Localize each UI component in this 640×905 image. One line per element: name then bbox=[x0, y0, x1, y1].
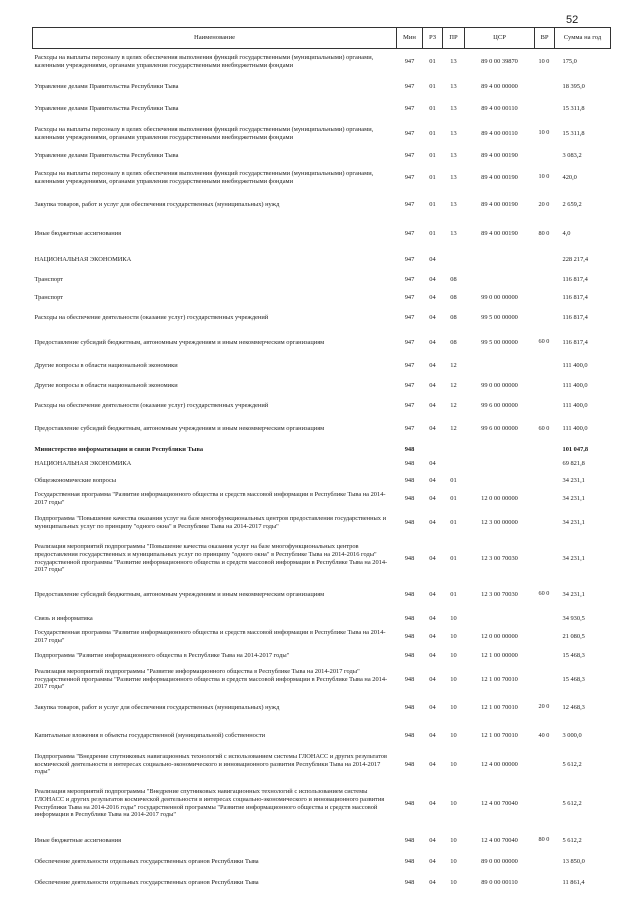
table-row bbox=[33, 752, 611, 778]
cell-sum: 18 395,0 bbox=[562, 83, 585, 91]
cell-sum: 34 231,1 bbox=[562, 518, 585, 526]
cell-vr bbox=[535, 508, 555, 538]
cell-rz: 01 bbox=[429, 83, 436, 91]
cell-csr: 89 0 00 39870 bbox=[481, 58, 518, 66]
cell-vr: 40 0 bbox=[538, 731, 550, 739]
cell-vr bbox=[535, 610, 555, 628]
cell-pr: 13 bbox=[450, 151, 457, 159]
cell-rz: 01 bbox=[429, 173, 436, 181]
budget-table bbox=[32, 27, 611, 894]
cell-vr bbox=[535, 752, 555, 778]
cell-min: 948 bbox=[404, 476, 415, 484]
cell-csr bbox=[465, 357, 535, 376]
cell-vr bbox=[535, 852, 555, 872]
cell-pr bbox=[443, 443, 465, 457]
table-row bbox=[33, 120, 611, 148]
cell-csr: 99 5 00 00000 bbox=[481, 338, 518, 346]
cell-csr: 99 5 00 00000 bbox=[481, 314, 518, 322]
table-row bbox=[33, 376, 611, 396]
header-name: Наименование bbox=[33, 28, 397, 49]
cell-pr: 10 bbox=[450, 799, 457, 807]
cell-rz: 04 bbox=[429, 256, 436, 264]
cell-vr bbox=[535, 308, 555, 329]
cell-pr: 12 bbox=[450, 362, 457, 370]
cell-min: 948 bbox=[404, 703, 415, 711]
cell-sum: 111 400,0 bbox=[562, 362, 588, 370]
cell-min: 947 bbox=[404, 294, 415, 302]
header-min: Мин bbox=[397, 28, 423, 49]
cell-name: Реализация мероприятий подпрограммы "Развитие информационного общества в Республике Тыва на 2014-2017 годы" государственной программы "Развитие информационного общества и средств массовой информации в Республике Тыва на 2014-2017 годы" bbox=[34, 667, 388, 691]
cell-name: Связь и информатика bbox=[34, 614, 93, 622]
cell-min: 948 bbox=[404, 857, 415, 865]
cell-vr bbox=[535, 289, 555, 308]
table-row bbox=[33, 852, 611, 872]
cell-vr bbox=[535, 99, 555, 120]
cell-vr: 80 0 bbox=[538, 836, 550, 844]
cell-vr bbox=[535, 250, 555, 271]
cell-pr: 12 bbox=[450, 381, 457, 389]
cell-vr bbox=[535, 76, 555, 99]
table-row bbox=[33, 443, 611, 457]
cell-sum: 116 817,4 bbox=[562, 338, 588, 346]
cell-rz: 04 bbox=[429, 836, 436, 844]
cell-sum: 15 468,3 bbox=[562, 651, 585, 659]
cell-min: 948 bbox=[404, 614, 415, 622]
cell-csr bbox=[465, 610, 535, 628]
table-row bbox=[33, 457, 611, 472]
cell-name: Транспорт bbox=[34, 275, 63, 283]
cell-pr: 01 bbox=[450, 554, 457, 562]
cell-sum: 34 231,1 bbox=[562, 494, 585, 502]
cell-name: Министерство информатизации и связи Республики Тыва bbox=[34, 445, 204, 453]
cell-sum: 11 861,4 bbox=[562, 878, 585, 886]
cell-pr: 12 bbox=[450, 425, 457, 433]
table-row bbox=[33, 695, 611, 721]
cell-name: Закупка товаров, работ и услуг для обеспечения государственных (муниципальных) нужд bbox=[34, 703, 280, 711]
table-row bbox=[33, 472, 611, 490]
cell-csr: 89 4 00 00190 bbox=[481, 151, 518, 159]
cell-rz: 04 bbox=[429, 381, 436, 389]
cell-name: Подпрограмма "Повышение качества оказания услуг на базе многофункциональных центров предоставления государственных и муниципальных услуг по принципу "одного окна" в Республике Тыва на 2014-2017 годы" bbox=[34, 514, 387, 530]
page-number: 52 bbox=[566, 14, 579, 26]
cell-pr bbox=[443, 250, 465, 271]
table-row bbox=[33, 308, 611, 329]
cell-name: Транспорт bbox=[34, 294, 63, 302]
cell-pr: 10 bbox=[450, 614, 457, 622]
cell-csr: 12 3 00 00000 bbox=[481, 518, 518, 526]
cell-csr bbox=[465, 271, 535, 289]
cell-min: 948 bbox=[404, 590, 415, 598]
cell-pr: 01 bbox=[450, 518, 457, 526]
table-row bbox=[33, 219, 611, 250]
cell-sum: 116 817,4 bbox=[562, 314, 588, 322]
cell-sum: 34 231,1 bbox=[562, 554, 585, 562]
cell-rz: 04 bbox=[429, 362, 436, 370]
cell-name: Расходы на выплаты персоналу в целях обеспечения выполнения функций государственными (муниципальными) органами, казенными учреждениями, органами управления государственными внебюджетными фондами bbox=[34, 125, 374, 141]
cell-csr bbox=[465, 250, 535, 271]
cell-pr: 08 bbox=[450, 275, 457, 283]
cell-rz: 04 bbox=[429, 554, 436, 562]
cell-sum: 175,0 bbox=[562, 58, 577, 66]
cell-vr bbox=[535, 271, 555, 289]
cell-vr bbox=[535, 628, 555, 647]
cell-sum: 21 080,5 bbox=[562, 633, 585, 641]
cell-pr: 10 bbox=[450, 675, 457, 683]
cell-csr: 89 0 00 00110 bbox=[481, 878, 518, 886]
cell-pr: 13 bbox=[450, 105, 457, 113]
cell-csr: 89 0 00 00000 bbox=[481, 857, 518, 865]
cell-pr: 10 bbox=[450, 760, 457, 768]
cell-vr: 10 0 bbox=[538, 57, 550, 65]
table-row bbox=[33, 357, 611, 376]
table-row bbox=[33, 76, 611, 99]
cell-name: Расходы на обеспечение деятельности (оказание услуг) государственных учреждений bbox=[34, 401, 269, 409]
table-row bbox=[33, 148, 611, 164]
cell-vr bbox=[535, 665, 555, 695]
cell-rz: 04 bbox=[429, 401, 436, 409]
cell-sum: 12 468,3 bbox=[562, 703, 585, 711]
table-row bbox=[33, 628, 611, 647]
cell-min: 947 bbox=[404, 83, 415, 91]
cell-rz: 04 bbox=[429, 476, 436, 484]
cell-csr: 99 6 00 00000 bbox=[481, 425, 518, 433]
cell-sum: 34 930,5 bbox=[562, 614, 585, 622]
cell-min: 948 bbox=[404, 760, 415, 768]
cell-csr: 99 0 00 00000 bbox=[481, 381, 518, 389]
cell-vr: 60 0 bbox=[538, 338, 550, 346]
table-row bbox=[33, 508, 611, 538]
header-csr: ЦСР bbox=[465, 28, 535, 49]
cell-rz: 01 bbox=[429, 58, 436, 66]
cell-sum: 5 612,2 bbox=[562, 760, 582, 768]
cell-csr: 12 0 00 00000 bbox=[481, 633, 518, 641]
cell-min: 947 bbox=[404, 381, 415, 389]
cell-name: Иные бюджетные ассигнования bbox=[34, 836, 122, 844]
table-row bbox=[33, 647, 611, 665]
cell-name: Другие вопросы в области национальной экономики bbox=[34, 381, 178, 389]
cell-name: Расходы на выплаты персоналу в целях обеспечения выполнения функций государственными (муниципальными) органами, казенными учреждениями, органами управления государственными внебюджетными фондами bbox=[34, 169, 374, 185]
cell-rz: 04 bbox=[429, 425, 436, 433]
cell-vr bbox=[535, 538, 555, 580]
cell-min: 947 bbox=[404, 151, 415, 159]
cell-pr: 10 bbox=[450, 836, 457, 844]
cell-pr: 08 bbox=[450, 338, 457, 346]
cell-rz: 04 bbox=[429, 732, 436, 740]
cell-name: Закупка товаров, работ и услуг для обеспечения государственных (муниципальных) нужд bbox=[34, 201, 280, 209]
cell-min: 947 bbox=[404, 338, 415, 346]
cell-min: 948 bbox=[404, 732, 415, 740]
cell-min: 947 bbox=[404, 256, 415, 264]
cell-sum: 2 659,2 bbox=[562, 201, 582, 209]
cell-sum: 34 231,1 bbox=[562, 590, 585, 598]
table-row bbox=[33, 490, 611, 508]
cell-name: Предоставление субсидий бюджетным, автономным учреждениям и иным некоммерческим организациям bbox=[34, 590, 325, 598]
cell-name: Обеспечение деятельности отдельных государственных органов Республики Тыва bbox=[34, 878, 259, 886]
cell-name: Расходы на обеспечение деятельности (оказание услуг) государственных учреждений bbox=[34, 314, 269, 322]
cell-sum: 69 821,8 bbox=[562, 460, 585, 468]
cell-rz: 04 bbox=[429, 675, 436, 683]
cell-min: 947 bbox=[404, 230, 415, 238]
cell-min: 948 bbox=[404, 494, 415, 502]
cell-pr: 13 bbox=[450, 129, 457, 137]
cell-rz: 04 bbox=[429, 494, 436, 502]
cell-min: 947 bbox=[404, 105, 415, 113]
cell-sum: 5 612,2 bbox=[562, 799, 582, 807]
cell-sum: 101 047,8 bbox=[562, 445, 589, 453]
cell-vr: 60 0 bbox=[538, 424, 550, 432]
cell-min: 948 bbox=[404, 633, 415, 641]
cell-min: 947 bbox=[404, 362, 415, 370]
cell-min: 947 bbox=[404, 314, 415, 322]
table-row bbox=[33, 329, 611, 357]
cell-name: Подпрограмма "Развитие информационного общества в Республике Тыва на 2014-2017 годы" bbox=[34, 651, 290, 659]
cell-rz: 04 bbox=[429, 857, 436, 865]
cell-rz: 04 bbox=[429, 275, 436, 283]
cell-vr bbox=[535, 376, 555, 396]
table-row bbox=[33, 538, 611, 580]
table-row bbox=[33, 872, 611, 894]
table-row bbox=[33, 99, 611, 120]
cell-csr: 89 4 00 00190 bbox=[481, 173, 518, 181]
header-rz: РЗ bbox=[423, 28, 443, 49]
cell-min: 947 bbox=[404, 58, 415, 66]
cell-sum: 3 000,0 bbox=[562, 732, 582, 740]
cell-csr: 89 4 00 00000 bbox=[481, 83, 518, 91]
cell-vr bbox=[535, 443, 555, 457]
table-row bbox=[33, 665, 611, 695]
cell-vr bbox=[535, 396, 555, 416]
cell-vr: 20 0 bbox=[538, 703, 550, 711]
cell-vr bbox=[535, 457, 555, 472]
cell-name: Подпрограмма "Внедрение спутниковых навигационных технологий с использованием системы ГЛОНАСС и других результатов космической деятельности в интересах социально-экономического и инновационного развития Республики Тыва на 2014-2017 годы" bbox=[34, 752, 388, 776]
cell-min: 948 bbox=[404, 460, 415, 468]
cell-min: 947 bbox=[404, 201, 415, 209]
table-row bbox=[33, 49, 611, 76]
table-row bbox=[33, 580, 611, 610]
cell-rz: 04 bbox=[429, 703, 436, 711]
cell-pr: 01 bbox=[450, 590, 457, 598]
table-row bbox=[33, 416, 611, 443]
cell-csr: 12 1 00 70010 bbox=[481, 703, 518, 711]
cell-vr: 60 0 bbox=[538, 590, 550, 598]
cell-sum: 15 311,8 bbox=[562, 129, 585, 137]
cell-csr: 12 4 00 70040 bbox=[481, 836, 518, 844]
cell-pr: 08 bbox=[450, 294, 457, 302]
header-pr: ПР bbox=[443, 28, 465, 49]
cell-pr: 10 bbox=[450, 878, 457, 886]
cell-name: Управление делами Правительства Республики Тыва bbox=[34, 151, 179, 159]
table-row bbox=[33, 830, 611, 852]
table-row bbox=[33, 271, 611, 289]
cell-vr bbox=[535, 872, 555, 894]
cell-pr: 10 bbox=[450, 633, 457, 641]
cell-vr bbox=[535, 148, 555, 164]
cell-rz: 04 bbox=[429, 799, 436, 807]
cell-min: 948 bbox=[404, 518, 415, 526]
table-row bbox=[33, 396, 611, 416]
cell-vr: 20 0 bbox=[538, 200, 550, 208]
cell-rz: 04 bbox=[429, 518, 436, 526]
cell-vr bbox=[535, 647, 555, 665]
cell-csr: 12 0 00 00000 bbox=[481, 494, 518, 502]
cell-csr bbox=[465, 457, 535, 472]
table-header-row bbox=[33, 28, 611, 49]
cell-sum: 228 217,4 bbox=[562, 256, 589, 264]
cell-pr: 13 bbox=[450, 83, 457, 91]
cell-csr: 12 4 00 70040 bbox=[481, 799, 518, 807]
cell-csr: 99 6 00 00000 bbox=[481, 401, 518, 409]
cell-sum: 34 231,1 bbox=[562, 476, 585, 484]
cell-rz: 01 bbox=[429, 105, 436, 113]
cell-sum: 5 612,2 bbox=[562, 836, 582, 844]
cell-rz: 04 bbox=[429, 460, 436, 468]
cell-rz: 04 bbox=[429, 614, 436, 622]
cell-name: Реализация мероприятий подпрограммы "Повышение качества оказания услуг на базе многофункциональных центров предоставления государственных и муниципальных услуг по принципу "одного окна" в Республике Тыва на 2014-2016 годы" государственной программы "Развитие информационного общества и средств массовой информации в Республике Тыва на 2014-2017 годы" bbox=[34, 542, 388, 574]
table-row bbox=[33, 610, 611, 628]
cell-min: 948 bbox=[404, 836, 415, 844]
cell-min: 948 bbox=[404, 554, 415, 562]
cell-sum: 116 817,4 bbox=[562, 294, 588, 302]
cell-pr: 08 bbox=[450, 314, 457, 322]
table-row bbox=[33, 721, 611, 752]
cell-min: 948 bbox=[404, 799, 415, 807]
cell-csr: 89 4 00 00190 bbox=[481, 201, 518, 209]
cell-pr: 10 bbox=[450, 651, 457, 659]
cell-name: НАЦИОНАЛЬНАЯ ЭКОНОМИКА bbox=[34, 256, 132, 264]
cell-sum: 3 083,2 bbox=[562, 151, 582, 159]
cell-pr: 10 bbox=[450, 732, 457, 740]
cell-pr: 13 bbox=[450, 230, 457, 238]
cell-pr: 13 bbox=[450, 58, 457, 66]
cell-name: Предоставление субсидий бюджетным, автономным учреждениям и иным некоммерческим организациям bbox=[34, 425, 325, 433]
cell-rz: 04 bbox=[429, 338, 436, 346]
cell-min: 948 bbox=[404, 651, 415, 659]
cell-pr: 13 bbox=[450, 173, 457, 181]
cell-csr: 89 4 00 00110 bbox=[481, 105, 518, 113]
cell-pr: 12 bbox=[450, 401, 457, 409]
cell-name: Расходы на выплаты персоналу в целях обеспечения выполнения функций государственными (муниципальными) органами, казенными учреждениями, органами управления государственными внебюджетными фондами bbox=[34, 54, 374, 70]
cell-vr bbox=[535, 357, 555, 376]
cell-name: Предоставление субсидий бюджетным, автономным учреждениям и иным некоммерческим организациям bbox=[34, 338, 325, 346]
cell-csr: 12 3 00 70030 bbox=[481, 554, 518, 562]
cell-sum: 111 400,0 bbox=[562, 401, 588, 409]
cell-vr: 10 0 bbox=[538, 129, 550, 137]
cell-rz: 01 bbox=[429, 129, 436, 137]
cell-name: Государственная программа "Развитие информационного общества и средств массовой информации в Республике Тыва на 2014-2017 годы" bbox=[34, 490, 386, 506]
cell-name: НАЦИОНАЛЬНАЯ ЭКОНОМИКА bbox=[34, 460, 132, 468]
table-row bbox=[33, 164, 611, 192]
cell-rz: 04 bbox=[429, 294, 436, 302]
cell-name: Обеспечение деятельности отдельных государственных органов Республики Тыва bbox=[34, 857, 259, 865]
cell-min: 947 bbox=[404, 129, 415, 137]
cell-rz: 04 bbox=[429, 314, 436, 322]
cell-rz: 04 bbox=[429, 590, 436, 598]
cell-name: Управление делами Правительства Республики Тыва bbox=[34, 105, 179, 113]
cell-rz bbox=[423, 443, 443, 457]
cell-csr: 89 4 00 00190 bbox=[481, 230, 518, 238]
cell-vr: 10 0 bbox=[538, 173, 550, 181]
cell-csr: 12 1 00 70010 bbox=[481, 732, 518, 740]
cell-sum: 420,0 bbox=[562, 173, 577, 181]
table-row bbox=[33, 192, 611, 219]
cell-csr bbox=[465, 443, 535, 457]
cell-sum: 4,0 bbox=[562, 230, 571, 238]
cell-csr: 89 4 00 00110 bbox=[481, 129, 518, 137]
cell-pr: 10 bbox=[450, 703, 457, 711]
header-vr: ВР bbox=[535, 28, 555, 49]
cell-name: Иные бюджетные ассигнования bbox=[34, 230, 122, 238]
cell-rz: 01 bbox=[429, 201, 436, 209]
cell-rz: 04 bbox=[429, 760, 436, 768]
cell-pr bbox=[443, 457, 465, 472]
cell-rz: 04 bbox=[429, 878, 436, 886]
cell-sum: 13 850,0 bbox=[562, 857, 585, 865]
cell-sum: 116 817,4 bbox=[562, 275, 588, 283]
cell-min: 947 bbox=[404, 401, 415, 409]
cell-name: Капитальные вложения в объекты государственной (муниципальной) собственности bbox=[34, 732, 266, 740]
cell-rz: 01 bbox=[429, 151, 436, 159]
table-row bbox=[33, 289, 611, 308]
cell-sum: 111 400,0 bbox=[562, 425, 588, 433]
cell-min: 948 bbox=[404, 445, 415, 453]
cell-vr bbox=[535, 490, 555, 508]
cell-name: Реализация мероприятий подпрограммы "Внедрение спутниковых навигационных технологий с использованием системы ГЛОНАСС и других результатов космической деятельности в интересах социально-экономического и инновационного развития Республики Тыва на 2014-2016 годы" государственной программы "Развитие информационного общества и средств массовой информации в Республике Тыва на 2014-2017 годы" bbox=[34, 787, 385, 819]
header-sum: Сумма на год bbox=[555, 28, 611, 49]
cell-csr: 99 0 00 00000 bbox=[481, 294, 518, 302]
cell-csr bbox=[465, 472, 535, 490]
cell-pr: 01 bbox=[450, 494, 457, 502]
cell-min: 947 bbox=[404, 173, 415, 181]
cell-name: Государственная программа "Развитие информационного общества и средств массовой информации в Республике Тыва на 2014-2017 годы" bbox=[34, 629, 386, 644]
cell-pr: 10 bbox=[450, 857, 457, 865]
cell-min: 948 bbox=[404, 675, 415, 683]
cell-vr bbox=[535, 472, 555, 490]
cell-csr: 12 1 00 70010 bbox=[481, 675, 518, 683]
cell-sum: 15 468,3 bbox=[562, 675, 585, 683]
cell-csr: 12 3 00 70030 bbox=[481, 590, 518, 598]
cell-sum: 111 400,0 bbox=[562, 381, 588, 389]
cell-vr: 80 0 bbox=[538, 229, 550, 237]
cell-name: Другие вопросы в области национальной экономики bbox=[34, 362, 178, 370]
cell-name: Управление делами Правительства Республики Тыва bbox=[34, 83, 179, 91]
table-row bbox=[33, 778, 611, 830]
table-row bbox=[33, 250, 611, 271]
cell-rz: 01 bbox=[429, 230, 436, 238]
cell-min: 947 bbox=[404, 425, 415, 433]
cell-rz: 04 bbox=[429, 651, 436, 659]
cell-pr: 01 bbox=[450, 476, 457, 484]
cell-name: Общеэкономические вопросы bbox=[34, 476, 117, 484]
cell-min: 947 bbox=[404, 275, 415, 283]
cell-pr: 13 bbox=[450, 201, 457, 209]
cell-csr: 12 4 00 00000 bbox=[481, 760, 518, 768]
cell-csr: 12 1 00 00000 bbox=[481, 651, 518, 659]
cell-sum: 15 311,8 bbox=[562, 105, 585, 113]
cell-rz: 04 bbox=[429, 633, 436, 641]
cell-vr bbox=[535, 778, 555, 830]
cell-min: 948 bbox=[404, 878, 415, 886]
